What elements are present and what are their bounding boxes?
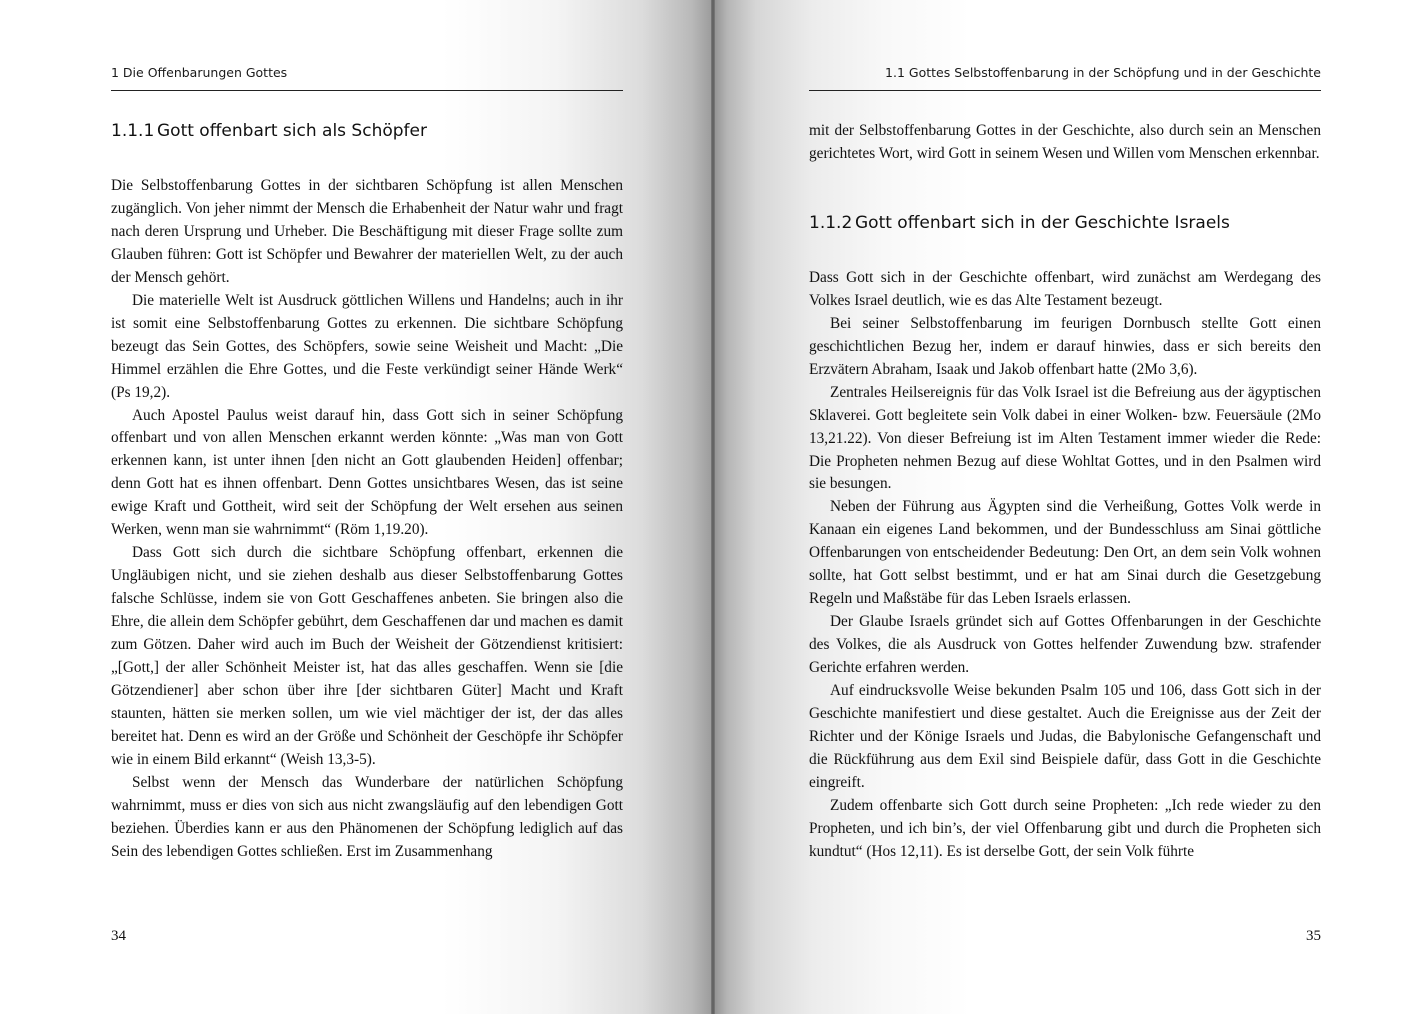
paragraph: Bei seiner Selbstoffenbarung im feurigen Dornbusch stellte Gott einen geschichtlichen Bezug her, indem er darauf hinwies, dass er sich bereits den Erzvätern Abraham, Isaak und Jakob offenbart hatte (2Mo 3,6). — [809, 314, 1321, 378]
section-title: Gott offenbart sich in der Geschichte Israels — [855, 212, 1230, 233]
paragraph: Die materielle Welt ist Ausdruck göttlichen Willens und Handelns; auch in ihr ist somit eine Selbstoffenbarung Gottes zu erkennen. Die sichtbare Schöpfung bezeugt das Sein Gottes, des Schöpfers, sowie seine Weisheit und Macht: „Die Himmel erzählen die Ehre Gottes, und die Feste verkündigt seiner Hände Werk“ (Ps 19,2). — [111, 291, 623, 401]
running-head: 1 Die Offenbarungen Gottes — [111, 65, 288, 80]
right-page — [713, 0, 1427, 1014]
page-body — [111, 119, 623, 864]
book-gutter — [711, 0, 715, 1014]
section-number: 1.1.1 — [111, 121, 155, 141]
header-rule — [111, 90, 623, 91]
paragraph: Auch Apostel Paulus weist darauf hin, dass Gott sich in seiner Schöpfung offenbart und von allen Menschen erkannt werden könnte: „Was man von Gott erkennen kann, ist unter ihnen [den nicht an Gott glaubenden Heiden] offenbar; denn Gott hat es ihnen offenbart. Denn Gottes unsichtbares Wesen, das ist seine ewige Kraft und Gottheit, wird seit der Schöpfung der Welt ersehen aus seinen Werken, wenn man sie wahrnimmt“ (Röm 1,19.20). — [111, 406, 623, 539]
left-page — [0, 0, 713, 1014]
paragraph: Zentrales Heilsereignis für das Volk Israel ist die Befreiung aus der ägyptischen Sklaverei. Gott begleitete sein Volk dabei in einer Wolken- bzw. Feuersäule (2Mo 13,21.22). Von dieser Befreiung ist im Alten Testament immer wieder die Rede: Die Propheten nehmen Bezug auf diese Wohltat Gottes, und in den Psalmen wird sie besungen. — [809, 383, 1321, 493]
section-heading — [809, 211, 1321, 235]
paragraph: Zudem offenbarte sich Gott durch seine Propheten: „Ich rede wieder zu den Propheten, und ich bin’s, der viel Offenbarung gibt und durch die Propheten sich kundtut“ (Hos 12,11). Es ist derselbe Gott, der sein Volk führte — [809, 796, 1321, 860]
running-head: 1.1 Gottes Selbstoffenbarung in der Schöpfung und in der Geschichte — [885, 65, 1321, 80]
section-heading — [111, 119, 623, 143]
continuation-paragraph: mit der Selbstoffenbarung Gottes in der Geschichte, also durch sein an Menschen gerichtetes Wort, wird Gott in seinem Wesen und Willen vom Menschen erkennbar. — [809, 122, 1321, 162]
paragraph: Selbst wenn der Mensch das Wunderbare der natürlichen Schöpfung wahrnimmt, muss er dies von sich aus nicht zwangsläufig auf den lebendigen Gott beziehen. Überdies kann er aus den Phänomenen der Schöpfung lediglich auf das Sein des lebendigen Gottes schließen. Erst im Zusammenhang — [111, 773, 623, 860]
paragraph: Dass Gott sich durch die sichtbare Schöpfung offenbart, erkennen die Ungläubigen nicht, und sie ziehen deshalb aus dieser Selbstoffenbarung Gottes falsche Schlüsse, indem sie von Gott Geschaffenes anbeten. Sie bringen also die Ehre, die allein dem Schöpfer gebührt, dem Geschaffenen dar und machen es damit zum Götzen. Daher wird auch im Buch der Weisheit der Götzendienst kritisiert: „[Gott,] der aller Schönheit Meister ist, hat das alles geschaffen. Wenn sie [die Götzendiener] aber schon über ihre [der sichtbaren Güter] Macht und Kraft staunten, hätten sie merken sollen, um wie viel mächtiger der ist, der das alles bereitet hat. Denn es wird an der Größe und Schönheit der Geschöpfe ihr Schöpfer wie in einem Bild erkannt“ (Weish 13,3-5). — [111, 544, 623, 768]
page-number: 34 — [111, 928, 126, 944]
section-number: 1.1.2 — [809, 212, 853, 233]
paragraph: Neben der Führung aus Ägypten sind die Verheißung, Gottes Volk werde in Kanaan ein eigenes Land bekommen, und der Bundesschluss am Sinai göttliche Offenbarungen von entscheidender Bedeutung: Den Ort, an dem sein Volk wohnen sollte, hat Gott selbst bestimmt, und er hat am Sinai durch die Gesetzgebung Regeln und Maßstäbe für das Leben Israels erlassen. — [809, 498, 1321, 608]
paragraph: Die Selbstoffenbarung Gottes in der sichtbaren Schöpfung ist allen Menschen zugänglich. Von jeher nimmt der Mensch die Erhabenheit der Natur wahr und fragt nach deren Ursprung und Urheber. Die Beschäftigung mit dieser Frage sollte zum Glauben führen: Gott ist Schöpfer und Bewahrer der materiellen Welt, zu der auch der Mensch gehört. — [111, 177, 623, 286]
paragraph: Auf eindrucksvolle Weise bekunden Psalm 105 und 106, dass Gott sich in der Geschichte manifestiert und diese gestaltet. Auch die Ereignisse aus der Zeit der Richter und der Könige Israels und Judas, die Babylonische Gefangenschaft und die Rückführung aus dem Exil sind Beispiele dafür, dass Gott in die Geschichte eingreift. — [809, 682, 1321, 791]
page-number: 35 — [1306, 928, 1321, 944]
page-body — [809, 120, 1321, 864]
section-spacer — [809, 166, 1321, 211]
section-title: Gott offenbart sich als Schöpfer — [157, 121, 427, 141]
header-rule — [809, 90, 1321, 91]
paragraph: Der Glaube Israels gründet sich auf Gottes Offenbarungen in der Geschichte des Volkes, die als Ausdruck von Gottes helfender Zuwendung bzw. strafender Gerichte erfahren werden. — [809, 613, 1321, 677]
paragraph: Dass Gott sich in der Geschichte offenbart, wird zunächst am Werdegang des Volkes Israel deutlich, wie es das Alte Testament bezeugt. — [809, 268, 1321, 309]
